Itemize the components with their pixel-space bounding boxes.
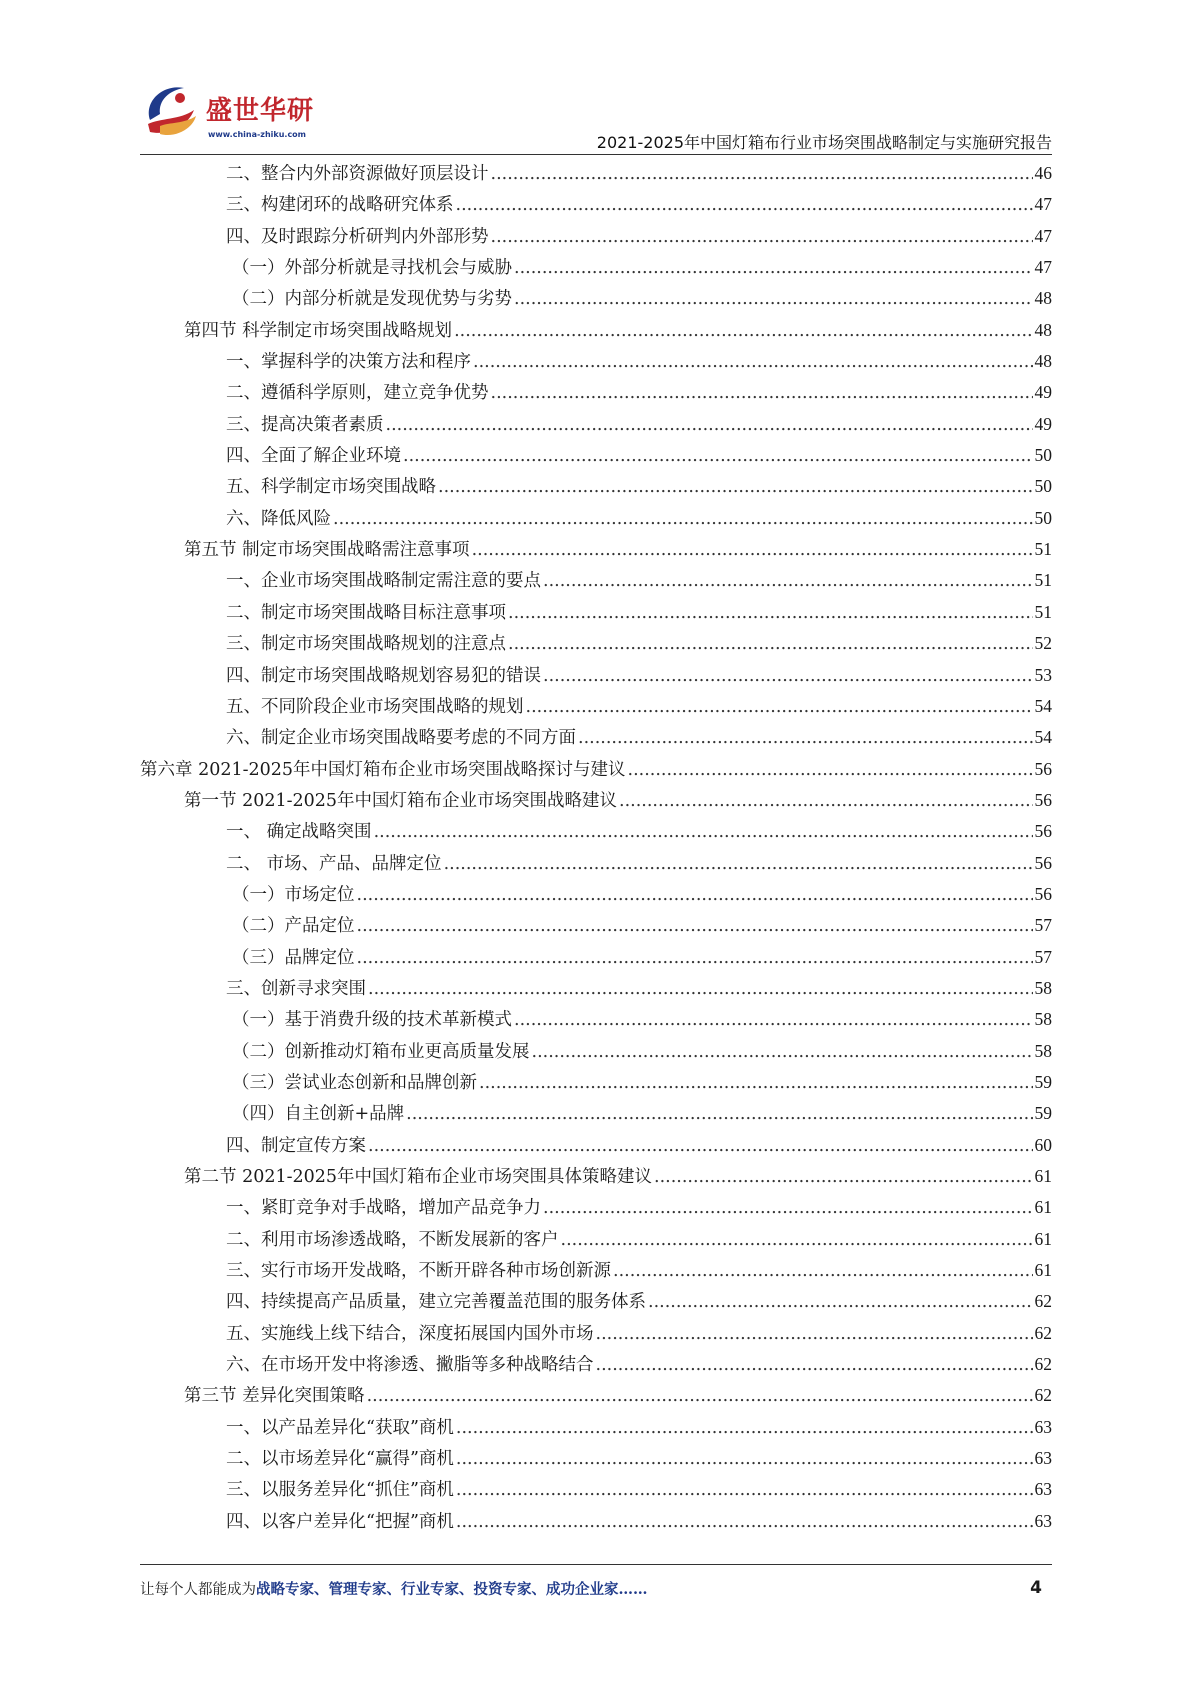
logo-swoosh-icon: [140, 80, 204, 142]
toc-entry-title: 二、遵循科学原则，建立竞争优势: [226, 383, 489, 404]
toc-entry[interactable]: [140, 816, 1052, 847]
toc-leader-dots: [456, 190, 1033, 221]
toc-entry[interactable]: [140, 252, 1052, 283]
toc-entry-title: 一、企业市场突围战略制定需注意的要点: [226, 571, 541, 592]
toc-entry[interactable]: [140, 942, 1052, 973]
toc-entry-title: 三、实行市场开发战略，不断开辟各种市场创新源: [226, 1261, 611, 1282]
toc-entry[interactable]: [140, 377, 1052, 408]
toc-entry-page: 57: [1034, 946, 1052, 967]
toc-entry[interactable]: [140, 189, 1052, 220]
toc-leader-dots: [619, 786, 1032, 817]
toc-entry-title: 五、不同阶段企业市场突围战略的规划: [226, 696, 524, 717]
toc-entry-page: 60: [1034, 1134, 1052, 1155]
header-divider: [140, 154, 1052, 155]
toc-leader-dots: [508, 629, 1033, 660]
toc-leader-dots: [368, 974, 1033, 1005]
toc-entry-page: 62: [1034, 1385, 1052, 1406]
toc-entry-title: 六、在市场开发中将渗透、撇脂等多种战略结合: [226, 1355, 594, 1376]
toc-leader-dots: [456, 1444, 1033, 1475]
toc-entry-title: 二、整合内外部资源做好顶层设计: [226, 164, 489, 184]
toc-entry-title: （二）创新推动灯箱布业更高质量发展: [232, 1041, 530, 1062]
toc-entry-title: 四、以客户差异化“把握”商机: [226, 1511, 454, 1532]
toc-entry-page: 47: [1034, 225, 1052, 246]
toc-entry[interactable]: [140, 346, 1052, 377]
toc-entry-title: 五、实施线上线下结合，深度拓展国内国外市场: [226, 1323, 594, 1344]
toc-entry[interactable]: [140, 597, 1052, 628]
toc-entry[interactable]: [140, 158, 1052, 189]
toc-leader-dots: [333, 504, 1033, 535]
toc-entry[interactable]: [140, 1036, 1052, 1067]
toc-leader-dots: [654, 1162, 1032, 1193]
toc-entry-title: 三、构建闭环的战略研究体系: [226, 195, 454, 216]
toc-entry-title: 四、全面了解企业环境: [226, 446, 401, 467]
toc-entry-title: 第六章 2021-2025年中国灯箱布企业市场突围战略探讨与建议: [140, 759, 626, 780]
toc-entry[interactable]: [140, 1255, 1052, 1286]
toc-entry-title: 三、制定市场突围战略规划的注意点: [226, 634, 506, 655]
toc-leader-dots: [357, 911, 1033, 942]
toc-entry[interactable]: [140, 1161, 1052, 1192]
toc-entry-title: （三）尝试业态创新和品牌创新: [232, 1072, 477, 1093]
toc-leader-dots: [444, 849, 1033, 880]
toc-entry[interactable]: [140, 879, 1052, 910]
toc-leader-dots: [508, 598, 1033, 629]
toc-entry[interactable]: [140, 754, 1052, 785]
toc-entry[interactable]: [140, 1098, 1052, 1129]
toc-leader-dots: [357, 943, 1033, 974]
toc-entry[interactable]: [140, 315, 1052, 346]
toc-entry-title: 一、 确定战略突围: [226, 822, 372, 843]
toc-entry-page: 62: [1034, 1354, 1052, 1375]
toc-entry-title: 二、 市场、产品、品牌定位: [226, 853, 442, 874]
toc-leader-dots: [456, 1413, 1033, 1444]
toc-entry-title: （二）内部分析就是发现优势与劣势: [232, 289, 512, 310]
toc-entry-title: 六、制定企业市场突围战略要考虑的不同方面: [226, 728, 576, 749]
toc-entry[interactable]: [140, 785, 1052, 816]
toc-entry-title: 六、降低风险: [226, 508, 331, 529]
toc-entry-title: 四、制定宣传方案: [226, 1135, 366, 1156]
toc-leader-dots: [368, 1131, 1033, 1162]
logo-text: 盛世华研: [206, 96, 315, 126]
toc-leader-dots: [491, 159, 1033, 190]
toc-entry-title: （一）外部分析就是寻找机会与威胁: [232, 258, 512, 279]
toc-leader-dots: [357, 880, 1033, 911]
toc-leader-dots: [386, 410, 1033, 441]
toc-entry-page: 50: [1034, 445, 1052, 466]
toc-leader-dots: [473, 347, 1033, 378]
toc-entry-page: 56: [1034, 852, 1052, 873]
toc-leader-dots: [514, 1005, 1033, 1036]
toc-entry-page: 59: [1034, 1103, 1052, 1124]
toc-entry-page: 61: [1034, 1197, 1052, 1218]
toc-entry-title: 二、利用市场渗透战略，不断发展新的客户: [226, 1229, 559, 1250]
toc-entry-page: 48: [1034, 319, 1052, 340]
toc-entry-title: 四、及时跟踪分析研判内外部形势: [226, 226, 489, 247]
toc-leader-dots: [491, 222, 1033, 253]
toc-entry[interactable]: [140, 1004, 1052, 1035]
toc-entry-title: （四）自主创新+品牌: [232, 1104, 405, 1125]
toc-leader-dots: [543, 566, 1033, 597]
logo-url: www.china-zhiku.com: [208, 130, 307, 139]
toc-entry[interactable]: [140, 1380, 1052, 1411]
page-footer: [140, 1578, 1052, 1606]
toc-entry[interactable]: [140, 1224, 1052, 1255]
toc-entry-page: 63: [1034, 1479, 1052, 1500]
toc-entry[interactable]: [140, 973, 1052, 1004]
toc-entry[interactable]: [140, 660, 1052, 691]
toc-entry[interactable]: [140, 503, 1052, 534]
toc-entry[interactable]: [140, 440, 1052, 471]
toc-entry[interactable]: [140, 283, 1052, 314]
page-header: [140, 78, 1052, 158]
toc-entry[interactable]: [140, 1349, 1052, 1380]
toc-leader-dots: [596, 1319, 1033, 1350]
toc-entry-title: 三、提高决策者素质: [226, 414, 384, 435]
toc-entry-page: 54: [1034, 695, 1052, 716]
toc-entry-page: 56: [1034, 821, 1052, 842]
toc-entry-page: 63: [1034, 1416, 1052, 1437]
toc-entry-page: 62: [1034, 1291, 1052, 1312]
toc-leader-dots: [438, 472, 1033, 503]
toc-entry-page: 58: [1034, 1040, 1052, 1061]
footer-slogan-emphasis: 战略专家、管理专家、行业专家、投资专家、成功企业家……: [256, 1581, 648, 1598]
toc-entry-page: 50: [1034, 507, 1052, 528]
toc-leader-dots: [454, 316, 1032, 347]
toc-leader-dots: [472, 535, 1033, 566]
toc-entry-title: 第一节 2021-2025年中国灯箱布企业市场突围战略建议: [184, 790, 618, 811]
toc-entry-page: 58: [1034, 977, 1052, 998]
toc-entry-page: 46: [1034, 163, 1052, 183]
toc-leader-dots: [456, 1475, 1033, 1506]
toc-leader-dots: [526, 692, 1033, 723]
toc-entry-title: 第四节 科学制定市场突围战略规划: [184, 320, 453, 341]
toc-entry-page: 47: [1034, 194, 1052, 215]
toc-entry-page: 56: [1034, 789, 1052, 810]
company-logo: [140, 78, 315, 150]
toc-entry-page: 62: [1034, 1322, 1052, 1343]
toc-entry[interactable]: [140, 1318, 1052, 1349]
toc-entry[interactable]: [140, 1067, 1052, 1098]
toc-entry-title: 四、持续提高产品质量，建立完善覆盖范围的服务体系: [226, 1292, 646, 1313]
footer-divider: [140, 1564, 1052, 1565]
toc-leader-dots: [578, 723, 1033, 754]
toc-entry[interactable]: [140, 691, 1052, 722]
toc-entry-title: （三）品牌定位: [232, 947, 355, 968]
toc-entry[interactable]: [140, 1443, 1052, 1474]
toc-entry[interactable]: [140, 722, 1052, 753]
toc-leader-dots: [532, 1037, 1033, 1068]
toc-entry-page: 54: [1034, 727, 1052, 748]
toc-entry[interactable]: [140, 1286, 1052, 1317]
toc-entry[interactable]: [140, 221, 1052, 252]
page-number: 4: [1030, 1578, 1042, 1598]
toc-entry-title: 三、以服务差异化“抓住”商机: [226, 1480, 454, 1501]
toc-leader-dots: [406, 1099, 1032, 1130]
toc-entry-title: （一）市场定位: [232, 884, 355, 905]
toc-entry-title: 五、科学制定市场突围战略: [226, 477, 436, 498]
report-title: 2021-2025年中国灯箱布行业市场突围战略制定与实施研究报告: [596, 133, 1052, 152]
toc-entry-title: 四、制定市场突围战略规划容易犯的错误: [226, 665, 541, 686]
footer-slogan-prefix: 让每个人都能成为: [140, 1582, 256, 1598]
toc-entry-page: 48: [1034, 288, 1052, 309]
toc-leader-dots: [514, 253, 1033, 284]
toc-entry[interactable]: [140, 910, 1052, 941]
toc-entry-title: 第三节 差异化突围策略: [184, 1386, 365, 1407]
toc-leader-dots: [456, 1507, 1033, 1538]
toc-entry-page: 50: [1034, 476, 1052, 497]
toc-entry-title: 一、紧盯竞争对手战略，增加产品竞争力: [226, 1198, 541, 1219]
toc-entry[interactable]: [140, 628, 1052, 659]
toc-entry-title: 二、制定市场突围战略目标注意事项: [226, 602, 506, 623]
toc-entry-title: 一、以产品差异化“获取”商机: [226, 1417, 454, 1438]
toc-entry-page: 48: [1034, 351, 1052, 372]
toc-entry-page: 51: [1034, 601, 1052, 622]
toc-entry-page: 61: [1034, 1260, 1052, 1281]
toc-entry[interactable]: [140, 409, 1052, 440]
toc-entry[interactable]: [140, 1192, 1052, 1223]
toc-leader-dots: [514, 284, 1033, 315]
toc-entry-page: 57: [1034, 915, 1052, 936]
toc-entry[interactable]: [140, 534, 1052, 565]
toc-entry-page: 61: [1034, 1228, 1052, 1249]
toc-entry[interactable]: [140, 848, 1052, 879]
toc-entry-title: 一、掌握科学的决策方法和程序: [226, 352, 471, 373]
toc-entry-page: 47: [1034, 257, 1052, 278]
toc-entry-title: （一）基于消费升级的技术革新模式: [232, 1010, 512, 1031]
toc-leader-dots: [367, 1381, 1033, 1412]
table-of-contents: [140, 158, 1052, 1537]
toc-entry-page: 59: [1034, 1071, 1052, 1092]
toc-entry[interactable]: [140, 471, 1052, 502]
toc-entry[interactable]: [140, 1506, 1052, 1537]
toc-leader-dots: [648, 1287, 1033, 1318]
toc-entry[interactable]: [140, 565, 1052, 596]
toc-leader-dots: [613, 1256, 1033, 1287]
toc-leader-dots: [479, 1068, 1033, 1099]
toc-entry-page: 49: [1034, 413, 1052, 434]
toc-entry-page: 53: [1034, 664, 1052, 685]
toc-entry-page: 52: [1034, 633, 1052, 654]
toc-entry-page: 56: [1034, 883, 1052, 904]
toc-entry-page: 61: [1034, 1166, 1052, 1186]
toc-entry-page: 49: [1034, 382, 1052, 403]
toc-entry-page: 58: [1034, 1009, 1052, 1030]
toc-entry-title: 第二节 2021-2025年中国灯箱布企业市场突围具体策略建议: [184, 1167, 653, 1187]
toc-leader-dots: [491, 378, 1033, 409]
toc-leader-dots: [374, 817, 1033, 848]
toc-entry-title: 第五节 制定市场突围战略需注意事项: [184, 540, 470, 561]
toc-entry-title: 二、以市场差异化“赢得”商机: [226, 1449, 454, 1470]
toc-entry[interactable]: [140, 1474, 1052, 1505]
toc-entry[interactable]: [140, 1130, 1052, 1161]
toc-entry-page: 63: [1034, 1448, 1052, 1469]
toc-entry[interactable]: [140, 1412, 1052, 1443]
toc-entry-page: 51: [1034, 570, 1052, 591]
toc-leader-dots: [596, 1350, 1033, 1381]
toc-entry-title: （二）产品定位: [232, 916, 355, 937]
toc-leader-dots: [628, 755, 1033, 786]
toc-leader-dots: [561, 1225, 1033, 1256]
toc-entry-page: 63: [1034, 1510, 1052, 1531]
toc-entry-page: 56: [1034, 758, 1052, 779]
toc-leader-dots: [543, 1193, 1033, 1224]
toc-entry-title: 三、创新寻求突围: [226, 978, 366, 999]
toc-leader-dots: [403, 441, 1033, 472]
toc-entry-page: 51: [1034, 539, 1052, 560]
toc-leader-dots: [543, 661, 1033, 692]
